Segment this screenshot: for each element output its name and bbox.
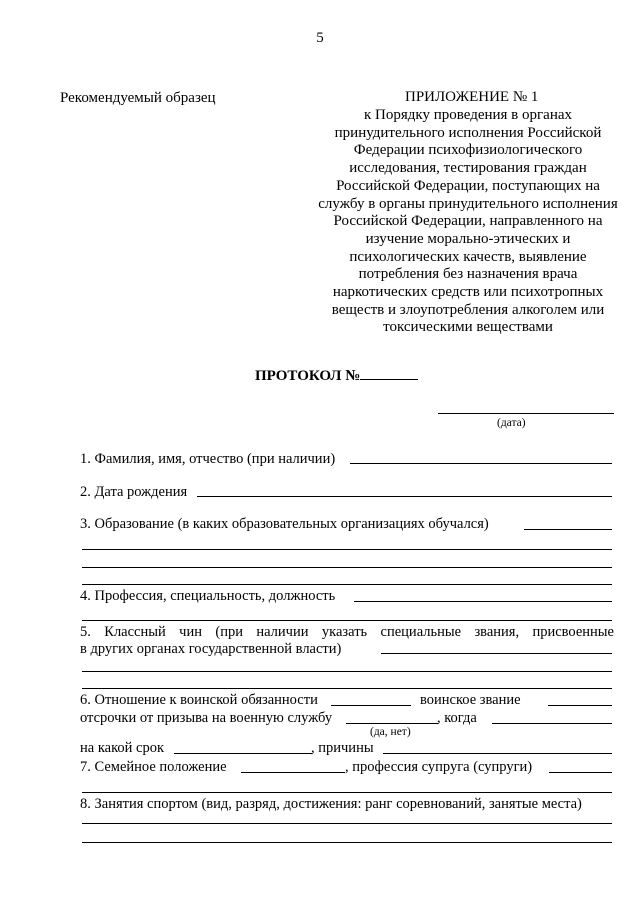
class-rank-field[interactable]: [381, 653, 612, 654]
recommended-sample-label: Рекомендуемый образец: [60, 90, 216, 106]
profession-field-line-2[interactable]: [82, 620, 612, 621]
field-6-label: 6. Отношение к воинской обязанности: [80, 692, 318, 708]
protocol-title: [255, 366, 418, 385]
education-field-line-4[interactable]: [82, 584, 612, 585]
field-2-label: 2. Дата рождения: [80, 484, 188, 500]
spouse-profession-field[interactable]: [549, 772, 612, 773]
education-field-line-2[interactable]: [82, 549, 612, 550]
field-5-label-line-1: 5. Классный чин (при наличии указать специальные звания, присвоенные: [80, 624, 614, 640]
field-8-label: 8. Занятия спортом (вид, разряд, достижения: ранг соревнований, занятые места): [80, 796, 582, 812]
spouse-profession-label: , профессия супруга (супруги): [345, 759, 533, 775]
profession-field[interactable]: [354, 601, 612, 602]
field-7-label: 7. Семейное положение: [80, 759, 227, 775]
full-name-field[interactable]: [350, 463, 612, 464]
deferral-field[interactable]: [346, 723, 438, 724]
field-1-label: 1. Фамилия, имя, отчество (при наличии): [80, 451, 336, 467]
sports-field-line-2[interactable]: [82, 842, 612, 843]
marital-status-field[interactable]: [241, 772, 345, 773]
sports-field[interactable]: [82, 823, 612, 824]
page-number: 5: [316, 30, 324, 46]
class-rank-field-line-3[interactable]: [82, 688, 612, 689]
yes-no-caption: (да, нет): [370, 726, 411, 738]
field-5-label-line-2: в других органах государственной власти): [80, 641, 342, 657]
term-label: на какой срок: [80, 740, 165, 756]
field-3-label: 3. Образование (в каких образовательных организациях обучался): [80, 516, 489, 532]
birth-date-field[interactable]: [197, 496, 612, 497]
field-4-label: 4. Профессия, специальность, должность: [80, 588, 336, 604]
reasons-label: , причины: [311, 740, 374, 756]
reasons-field[interactable]: [383, 753, 612, 754]
military-rank-label: воинское звание: [420, 692, 521, 708]
military-rank-field[interactable]: [548, 705, 612, 706]
date-field[interactable]: [438, 413, 614, 414]
class-rank-field-line-2[interactable]: [82, 671, 612, 672]
appendix-text: к Порядку проведения в органах принудительного исполнения Российской Федерации психофизиологического исследования, тестирования граждан Российской Федерации, поступающих на службу в органы принудительного исполнения Российской Федерации, направленного на изучение морально-этических и психологических качеств, выявление потребления без назначения врача наркотических средств или психотропных веществ и злоупотребления алкоголем или токсическими веществами: [318, 107, 618, 336]
date-caption: (дата): [497, 417, 526, 429]
deferral-label: отсрочки от призыва на военную службу: [80, 710, 333, 726]
spouse-profession-field-line-2[interactable]: [82, 792, 612, 793]
deferral-when-label: , когда: [437, 710, 477, 726]
protocol-title-text: ПРОТОКОЛ №: [255, 368, 361, 384]
deferral-when-field[interactable]: [492, 723, 612, 724]
appendix-title: ПРИЛОЖЕНИЕ № 1: [405, 89, 539, 105]
military-duty-field[interactable]: [331, 705, 411, 706]
protocol-number-field[interactable]: [360, 366, 418, 380]
education-field[interactable]: [524, 529, 612, 530]
term-field[interactable]: [174, 753, 312, 754]
education-field-line-3[interactable]: [82, 567, 612, 568]
